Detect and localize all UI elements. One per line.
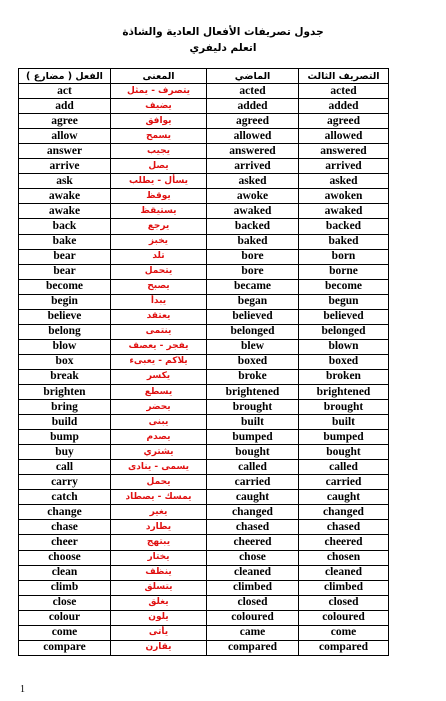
cell-participle: born: [299, 249, 389, 264]
cell-meaning: يضيف: [111, 99, 207, 114]
cell-past: became: [207, 279, 299, 294]
cell-participle: bought: [299, 445, 389, 460]
table-row: [19, 324, 389, 339]
cell-participle: backed: [299, 219, 389, 234]
cell-verb: close: [19, 595, 111, 610]
table-row: [19, 144, 389, 159]
cell-verb: awake: [19, 204, 111, 219]
cell-meaning: يتسلق: [111, 580, 207, 595]
table-row: [19, 174, 389, 189]
cell-meaning: تلد: [111, 249, 207, 264]
cell-verb: become: [19, 279, 111, 294]
table-row: [19, 445, 389, 460]
cell-participle: climbed: [299, 580, 389, 595]
cell-meaning: يوافق: [111, 114, 207, 129]
table-row: [19, 309, 389, 324]
cell-participle: carried: [299, 475, 389, 490]
cell-participle: become: [299, 279, 389, 294]
cell-verb: clean: [19, 565, 111, 580]
table-row: [19, 114, 389, 129]
table-row: [19, 430, 389, 445]
table-row: [19, 339, 389, 354]
table-row: [19, 249, 389, 264]
cell-meaning: يحمل: [111, 475, 207, 490]
cell-participle: changed: [299, 505, 389, 520]
cell-past: chased: [207, 520, 299, 535]
cell-verb: belong: [19, 324, 111, 339]
table-row: [19, 550, 389, 565]
cell-past: bore: [207, 264, 299, 279]
table-row: [19, 369, 389, 384]
cell-past: brought: [207, 400, 299, 415]
cell-participle: agreed: [299, 114, 389, 129]
cell-participle: chosen: [299, 550, 389, 565]
table-row: [19, 520, 389, 535]
column-header-participle: التصريف الثالث: [299, 69, 389, 84]
cell-verb: back: [19, 219, 111, 234]
cell-meaning: يسمى - ينادى: [111, 460, 207, 475]
cell-verb: bear: [19, 264, 111, 279]
cell-meaning: يكسر: [111, 369, 207, 384]
cell-past: compared: [207, 640, 299, 655]
table-row: [19, 475, 389, 490]
cell-meaning: يغير: [111, 505, 207, 520]
cell-participle: caught: [299, 490, 389, 505]
cell-verb: believe: [19, 309, 111, 324]
table-row: [19, 354, 389, 369]
cell-meaning: يبدأ: [111, 294, 207, 309]
cell-past: boxed: [207, 354, 299, 369]
cell-past: asked: [207, 174, 299, 189]
cell-verb: carry: [19, 475, 111, 490]
cell-meaning: يمسك - يصطاد: [111, 490, 207, 505]
cell-verb: awake: [19, 189, 111, 204]
cell-meaning: يحضر: [111, 400, 207, 415]
cell-meaning: يختار: [111, 550, 207, 565]
table-row: [19, 595, 389, 610]
cell-verb: call: [19, 460, 111, 475]
cell-meaning: يبنى: [111, 415, 207, 430]
cell-meaning: يسأل - يطلب: [111, 174, 207, 189]
cell-past: brightened: [207, 384, 299, 399]
cell-meaning: يلون: [111, 610, 207, 625]
cell-verb: cheer: [19, 535, 111, 550]
cell-verb: choose: [19, 550, 111, 565]
cell-participle: called: [299, 460, 389, 475]
column-header-meaning: المعنى: [111, 69, 207, 84]
cell-past: broke: [207, 369, 299, 384]
cell-participle: cheered: [299, 535, 389, 550]
cell-verb: compare: [19, 640, 111, 655]
cell-verb: bear: [19, 249, 111, 264]
cell-participle: acted: [299, 84, 389, 99]
cell-participle: belonged: [299, 324, 389, 339]
table-row: [19, 460, 389, 475]
cell-verb: begin: [19, 294, 111, 309]
cell-past: cleaned: [207, 565, 299, 580]
cell-meaning: يأتى: [111, 625, 207, 640]
cell-meaning: يعتقد: [111, 309, 207, 324]
cell-meaning: يشتري: [111, 445, 207, 460]
cell-past: came: [207, 625, 299, 640]
cell-past: called: [207, 460, 299, 475]
cell-verb: break: [19, 369, 111, 384]
cell-participle: awoken: [299, 189, 389, 204]
cell-participle: brought: [299, 400, 389, 415]
cell-past: acted: [207, 84, 299, 99]
cell-past: caught: [207, 490, 299, 505]
cell-past: chose: [207, 550, 299, 565]
cell-participle: closed: [299, 595, 389, 610]
cell-past: climbed: [207, 580, 299, 595]
cell-verb: build: [19, 415, 111, 430]
cell-verb: come: [19, 625, 111, 640]
page-title: جدول تصريفات الأفعال العادية والشاذة: [122, 26, 324, 38]
cell-past: blew: [207, 339, 299, 354]
table-row: [19, 159, 389, 174]
cell-past: answered: [207, 144, 299, 159]
cell-past: added: [207, 99, 299, 114]
cell-past: bore: [207, 249, 299, 264]
table-row: [19, 384, 389, 399]
cell-participle: allowed: [299, 129, 389, 144]
cell-participle: built: [299, 415, 389, 430]
table-row: [19, 129, 389, 144]
cell-participle: brightened: [299, 384, 389, 399]
cell-meaning: يصل: [111, 159, 207, 174]
column-header-past: الماضي: [207, 69, 299, 84]
cell-verb: climb: [19, 580, 111, 595]
cell-past: built: [207, 415, 299, 430]
table-row: [19, 264, 389, 279]
page-subtitle: اتعلم دليفري: [189, 42, 257, 54]
table-row: [19, 580, 389, 595]
table-row: [19, 294, 389, 309]
cell-meaning: يصبح: [111, 279, 207, 294]
cell-verb: brighten: [19, 384, 111, 399]
cell-past: arrived: [207, 159, 299, 174]
cell-verb: bump: [19, 430, 111, 445]
table-header-row: [19, 69, 389, 84]
cell-past: began: [207, 294, 299, 309]
table-row: [19, 640, 389, 655]
cell-verb: change: [19, 505, 111, 520]
table-row: [19, 490, 389, 505]
cell-verb: buy: [19, 445, 111, 460]
cell-verb: blow: [19, 339, 111, 354]
cell-verb: allow: [19, 129, 111, 144]
cell-meaning: ينظف: [111, 565, 207, 580]
cell-past: carried: [207, 475, 299, 490]
cell-verb: ask: [19, 174, 111, 189]
cell-verb: agree: [19, 114, 111, 129]
cell-meaning: يسمح: [111, 129, 207, 144]
cell-past: bought: [207, 445, 299, 460]
cell-participle: begun: [299, 294, 389, 309]
cell-verb: bring: [19, 400, 111, 415]
cell-meaning: يقارن: [111, 640, 207, 655]
cell-meaning: يسطع: [111, 384, 207, 399]
cell-participle: added: [299, 99, 389, 114]
table-row: [19, 189, 389, 204]
table-row: [19, 400, 389, 415]
cell-meaning: يوقظ: [111, 189, 207, 204]
cell-participle: answered: [299, 144, 389, 159]
cell-meaning: يبتهج: [111, 535, 207, 550]
cell-past: baked: [207, 234, 299, 249]
cell-verb: arrive: [19, 159, 111, 174]
cell-participle: bumped: [299, 430, 389, 445]
cell-meaning: يفجر - يعصف: [111, 339, 207, 354]
cell-participle: coloured: [299, 610, 389, 625]
cell-meaning: يرجع: [111, 219, 207, 234]
cell-participle: come: [299, 625, 389, 640]
cell-past: awoke: [207, 189, 299, 204]
cell-verb: add: [19, 99, 111, 114]
cell-past: changed: [207, 505, 299, 520]
cell-past: awaked: [207, 204, 299, 219]
cell-participle: broken: [299, 369, 389, 384]
column-header-verb: الفعل ( مضارع ): [19, 69, 111, 84]
cell-meaning: يصدم: [111, 430, 207, 445]
page-number: 1: [20, 684, 25, 695]
table-row: [19, 415, 389, 430]
cell-meaning: يجيب: [111, 144, 207, 159]
cell-verb: catch: [19, 490, 111, 505]
cell-participle: believed: [299, 309, 389, 324]
cell-participle: blown: [299, 339, 389, 354]
cell-past: closed: [207, 595, 299, 610]
cell-meaning: يطارد: [111, 520, 207, 535]
table-row: [19, 625, 389, 640]
cell-meaning: يغلق: [111, 595, 207, 610]
cell-verb: chase: [19, 520, 111, 535]
cell-verb: colour: [19, 610, 111, 625]
cell-meaning: يلاكم - يعبىء: [111, 354, 207, 369]
cell-participle: boxed: [299, 354, 389, 369]
cell-participle: cleaned: [299, 565, 389, 580]
verb-table: [18, 68, 389, 656]
table-row: [19, 204, 389, 219]
table-body: [19, 84, 389, 656]
cell-participle: asked: [299, 174, 389, 189]
table-row: [19, 535, 389, 550]
table-row: [19, 234, 389, 249]
cell-meaning: يستيقظ: [111, 204, 207, 219]
table-row: [19, 565, 389, 580]
cell-participle: compared: [299, 640, 389, 655]
cell-meaning: ينتمى: [111, 324, 207, 339]
cell-verb: bake: [19, 234, 111, 249]
table-row: [19, 279, 389, 294]
cell-past: allowed: [207, 129, 299, 144]
cell-participle: arrived: [299, 159, 389, 174]
cell-verb: box: [19, 354, 111, 369]
cell-past: cheered: [207, 535, 299, 550]
cell-past: backed: [207, 219, 299, 234]
cell-participle: awaked: [299, 204, 389, 219]
cell-meaning: يتصرف - يمثل: [111, 84, 207, 99]
cell-verb: act: [19, 84, 111, 99]
table-row: [19, 99, 389, 114]
cell-participle: borne: [299, 264, 389, 279]
cell-meaning: يخبز: [111, 234, 207, 249]
table-row: [19, 219, 389, 234]
cell-past: coloured: [207, 610, 299, 625]
cell-past: bumped: [207, 430, 299, 445]
cell-past: belonged: [207, 324, 299, 339]
cell-past: believed: [207, 309, 299, 324]
table-row: [19, 84, 389, 99]
cell-participle: baked: [299, 234, 389, 249]
table-row: [19, 610, 389, 625]
cell-past: agreed: [207, 114, 299, 129]
cell-verb: answer: [19, 144, 111, 159]
table-row: [19, 505, 389, 520]
cell-meaning: يتحمل: [111, 264, 207, 279]
cell-participle: chased: [299, 520, 389, 535]
